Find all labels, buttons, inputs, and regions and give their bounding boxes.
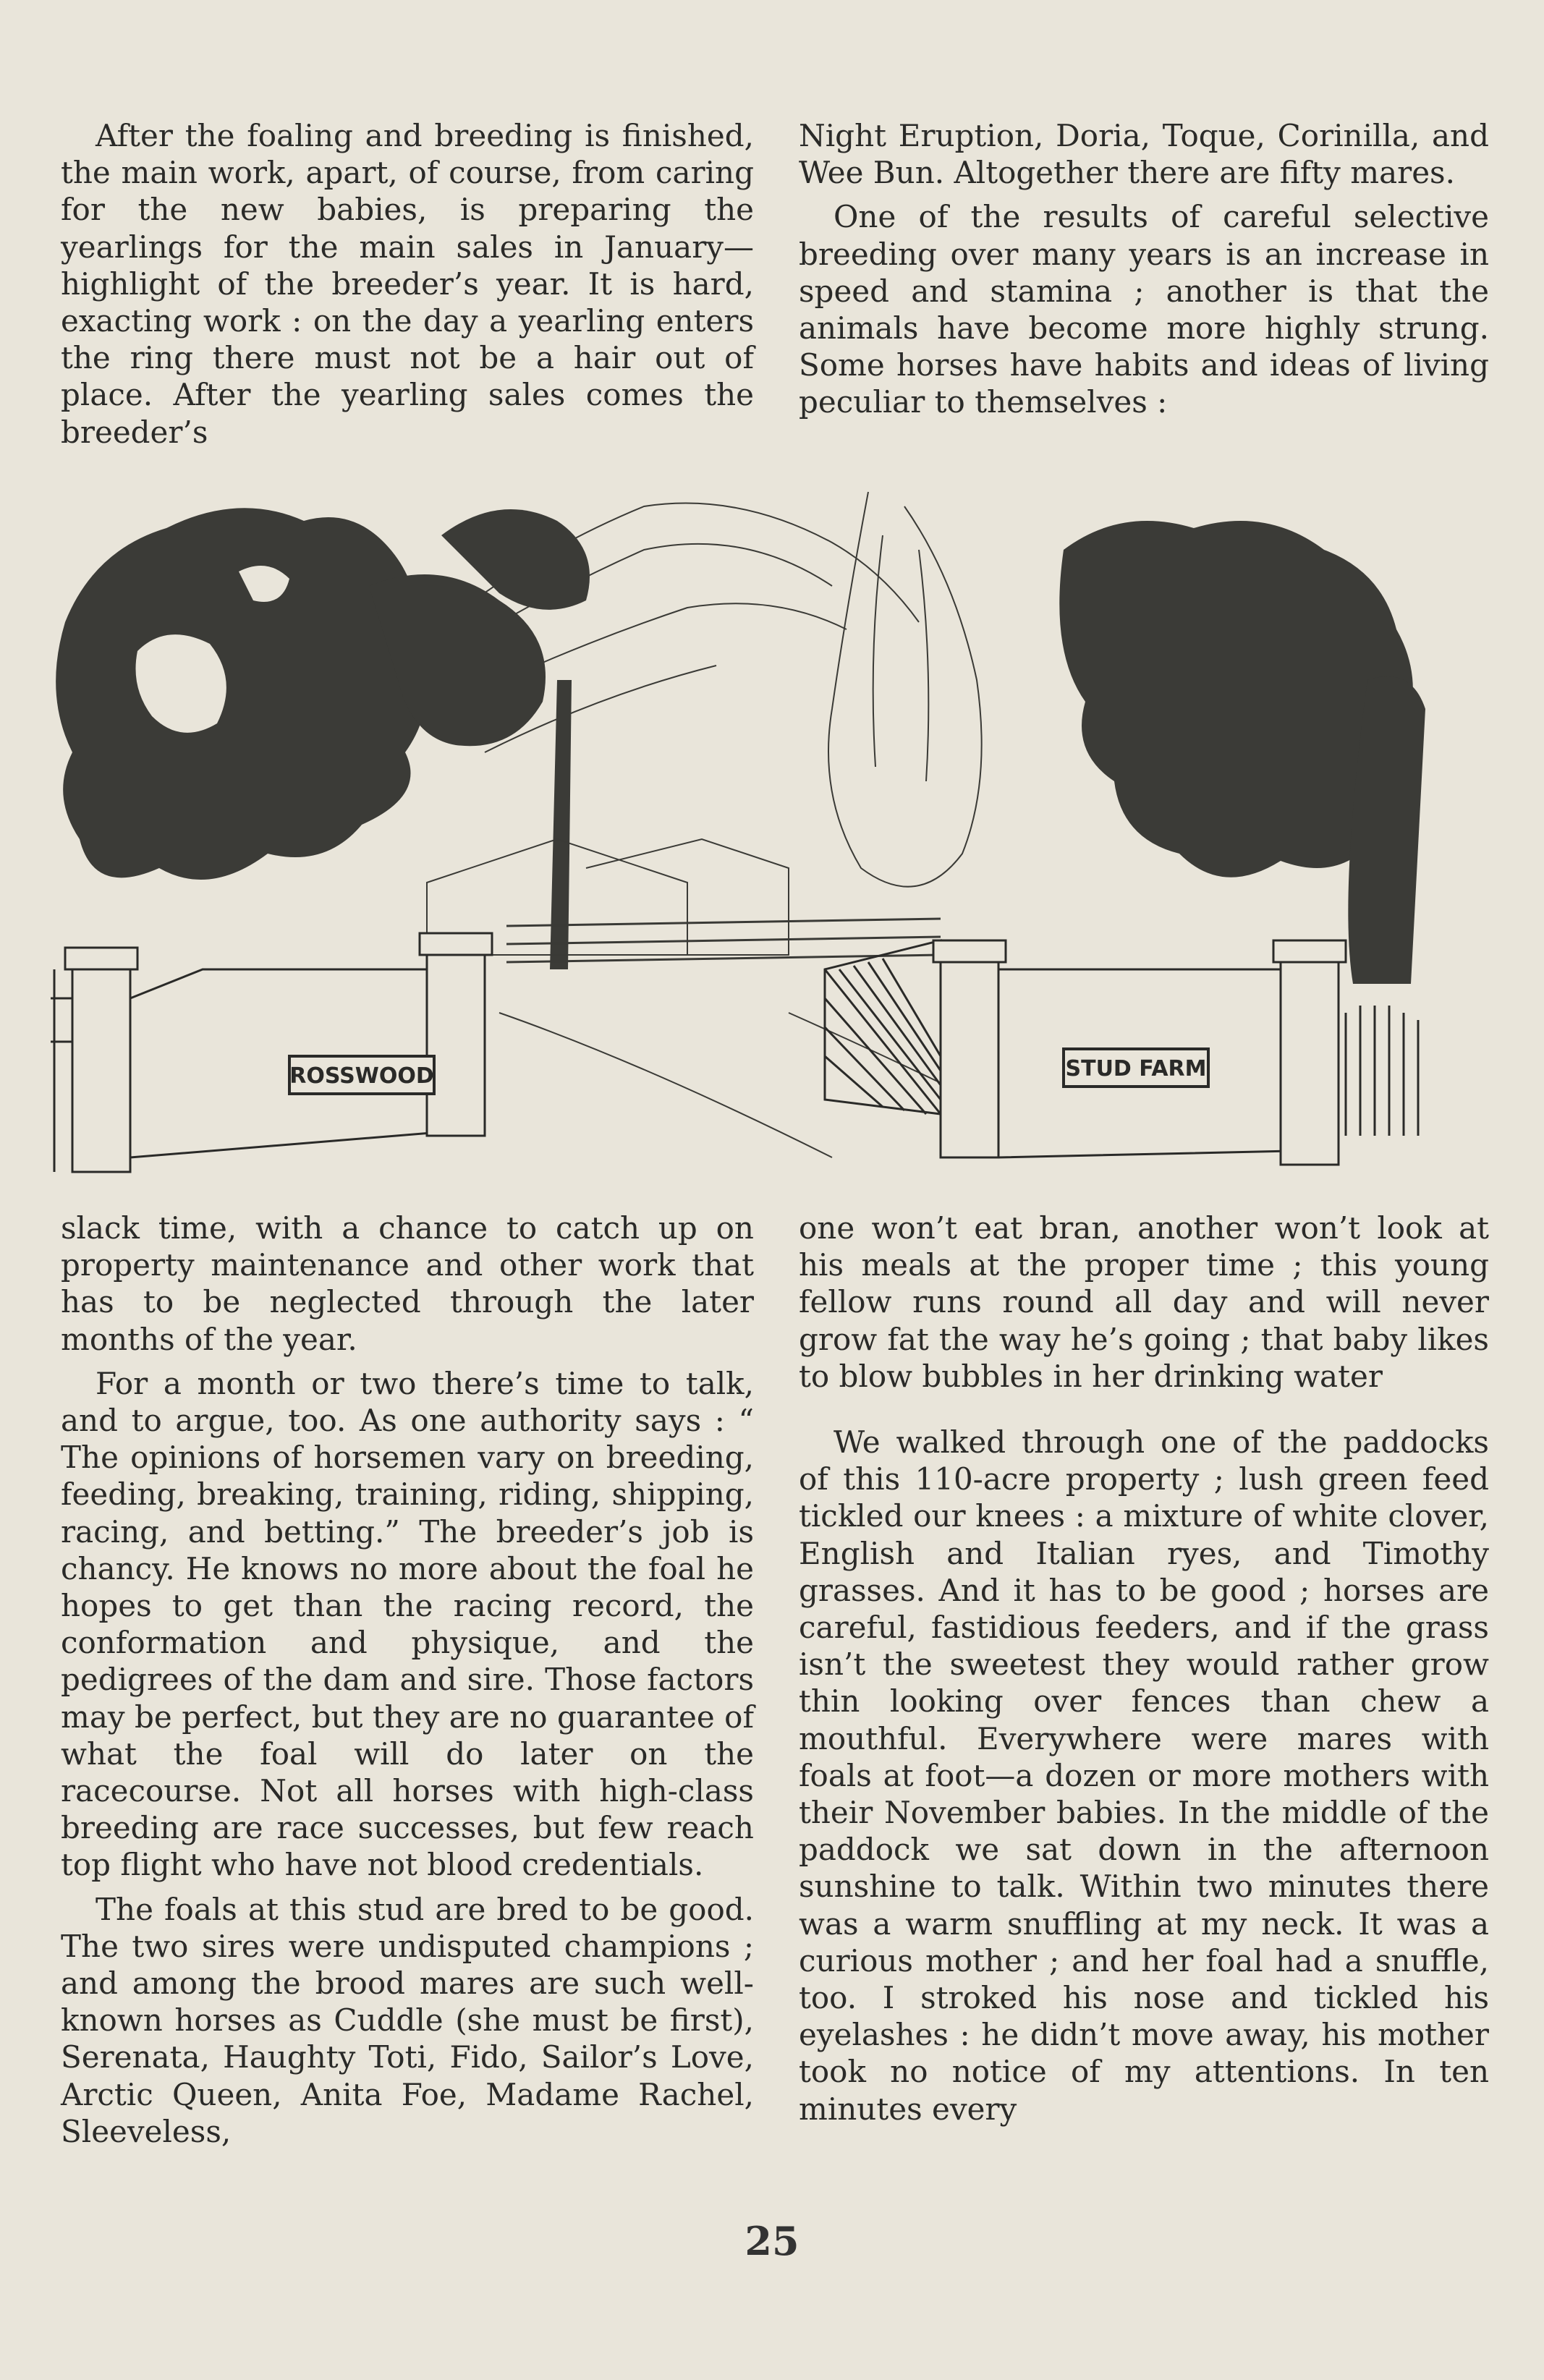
paragraph: slack time, with a chance to catch up on property maintenance and other work that has to be neglected through the later months of the year. <box>61 1210 754 1357</box>
paragraph: one won’t eat bran, another won’t look at his meals at the proper time ; this young fellow runs round all day and will never grow fat the way he’s going ; that baby likes to blow bubbles in her drinking water <box>799 1210 1489 1394</box>
paragraph: After the foaling and breeding is finished, the main work, apart, of course, from caring for the new babies, is preparing the yearlings for the main sales in January—highlight of the breeder’s year. It is hard, exacting work : on the day a yearling enters the ring there must not be a hair out of place. After the yearling sales comes the breeder’s <box>61 118 754 450</box>
paragraph: Night Eruption, Doria, Toque, Corinilla, and Wee Bun. Altogether there are fifty mares. <box>799 118 1489 191</box>
stud-farm-sign: STUD FARM <box>1065 1056 1207 1081</box>
paragraph: We walked through one of the paddocks of this 110-acre property ; lush green feed tickled our knees : a mixture of white clover, English and Italian ryes, and Timothy grasses. And it has to be good ; horses are careful, fastidious feeders, and if the grass isn’t the sweetest they would rather grow thin looking over fences than chew a mouthful. Everywhere were mares with foals at foot—a dozen or more mothers with their November babies. In the middle of the paddock we sat down in the afternoon sunshine to talk. Within two minutes there was a warm snuffling at my neck. It was a curious mother ; and her foal had a snuffle, too. I stroked his nose and tickled his eyelashes : he didn’t move away, his mother took no notice of my attentions. In ten minutes every <box>799 1424 1489 2127</box>
paragraph: For a month or two there’s time to talk, and to argue, too. As one authority says : “ The opinions of horsemen vary on breeding, feeding, breaking, training, riding, shipping, racing, and betting.” The breeder’s job is chancy. He knows no more about the foal he hopes to get than the racing record, the conformation and physique, and the pedigrees of the dam and sire. Those factors may be perfect, but they are no guarantee of what the foal will do later on the racecourse. Not all horses with high-class breeding are race successes, but few reach top flight who have not blood credentials. <box>61 1365 754 1883</box>
stud-farm-gate-illustration <box>51 463 1498 1194</box>
rosswood-sign: ROSSWOOD <box>289 1063 434 1089</box>
article-column-bottom-right <box>799 1210 1489 2128</box>
article-column-bottom-left <box>61 1210 754 2150</box>
page-number: 25 <box>745 2218 799 2264</box>
article-column-top-right <box>799 117 1489 421</box>
paragraph: The foals at this stud are bred to be good. The two sires were undisputed champions ; and among the brood mares are such well-known horses as Cuddle (she must be first), Serenata, Haughty Toti, Fido, Sailor’s Love, Arctic Queen, Anita Foe, Madame Rachel, Sleeveless, <box>61 1891 754 2149</box>
article-column-top-left <box>61 117 754 451</box>
paragraph: One of the results of careful selective breeding over many years is an increase in speed and stamina ; another is that the animals have become more highly strung. Some horses have habits and ideas of living peculiar to themselves : <box>799 199 1489 420</box>
